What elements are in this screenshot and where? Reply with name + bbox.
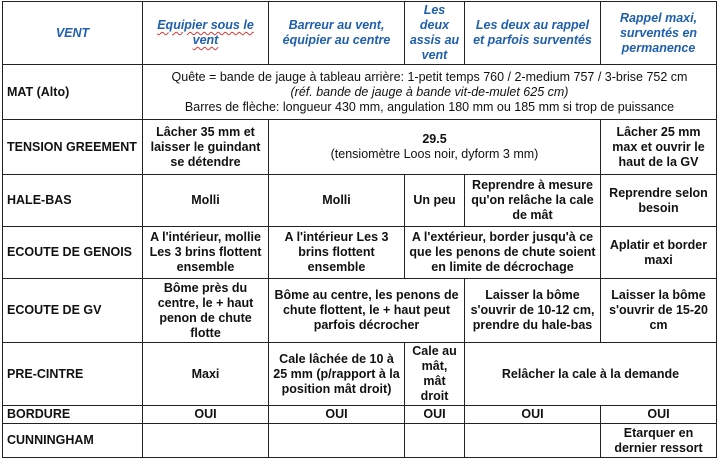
cunningham-col-3 xyxy=(405,424,465,458)
precintre-col-45: Relâcher la cale à la demande xyxy=(465,343,717,406)
header-vent: VENT xyxy=(3,2,143,65)
precintre-col-2: Cale lâchée de 10 à 25 mm (p/rapport à la position mât droit) xyxy=(269,343,405,406)
header-col-2: Barreur au vent, équipier au centre xyxy=(269,2,405,65)
bordure-col-4: OUI xyxy=(465,406,601,424)
row-label-mat: MAT (Alto) xyxy=(3,65,143,120)
mat-quete-line: Quête = bande de jauge à tableau arrière: 1-petit temps 760 / 2-medium 757 / 3-brise 752 cm xyxy=(171,69,688,84)
row-precintre xyxy=(3,343,717,406)
header-col-5: Rappel maxi, surventés en permanence xyxy=(601,2,717,65)
genois-col-1: A l'intérieur, mollie Les 3 brins flottent ensemble xyxy=(143,227,269,279)
row-label-gv: ECOUTE DE GV xyxy=(3,279,143,343)
row-bordure xyxy=(3,406,717,424)
gv-col-5: Laisser la bôme s'ouvrir de 15-20 cm xyxy=(601,279,717,343)
row-mat xyxy=(3,65,717,120)
cunningham-col-2 xyxy=(269,424,405,458)
row-gv xyxy=(3,279,717,343)
row-tension xyxy=(3,120,717,175)
tension-col-5: Lâcher 25 mm max et ouvrir le haut de la GV xyxy=(601,120,717,175)
genois-col-34: A l'extérieur, border jusqu'à ce que les penons de chute soient en limite de décrochage xyxy=(405,227,601,279)
halebas-col-1: Molli xyxy=(143,175,269,227)
bordure-col-1: OUI xyxy=(143,406,269,424)
row-label-halebas: HALE-BAS xyxy=(3,175,143,227)
mat-barres-line: Barres de flèche: longueur 430 mm, angulation 180 mm ou 185 mm si trop de puissance xyxy=(184,99,675,114)
bordure-col-2: OUI xyxy=(269,406,405,424)
tension-value: 29.5 xyxy=(422,132,447,146)
row-label-cunningham: CUNNINGHAM xyxy=(3,424,143,458)
cunningham-col-1 xyxy=(143,424,269,458)
mat-reference-line: (réf. bande de jauge à bande vit-de-mulet 625 cm) xyxy=(290,84,569,99)
row-halebas xyxy=(3,175,717,227)
halebas-col-2: Molli xyxy=(269,175,405,227)
tension-col-1: Lâcher 35 mm et laisser le guindant se détendre xyxy=(143,120,269,175)
gv-col-4: Laisser la bôme s'ouvrir de 10-12 cm, prendre du hale-bas xyxy=(465,279,601,343)
tension-note: (tensiomètre Loos noir, dyform 3 mm) xyxy=(330,147,539,161)
tension-mid-cell xyxy=(269,120,601,175)
row-label-tension: TENSION GREEMENT xyxy=(3,120,143,175)
genois-col-5: Aplatir et border maxi xyxy=(601,227,717,279)
row-label-precintre: PRE-CINTRE xyxy=(3,343,143,406)
row-label-bordure: BORDURE xyxy=(3,406,143,424)
genois-col-2: A l'intérieur Les 3 brins flottent ensemble xyxy=(269,227,405,279)
precintre-col-1: Maxi xyxy=(143,343,269,406)
gv-col-1: Bôme près du centre, le + haut penon de chute flotte xyxy=(143,279,269,343)
cunningham-col-4 xyxy=(465,424,601,458)
header-col-4: Les deux au rappel et parfois surventés xyxy=(465,2,601,65)
header-row xyxy=(3,2,717,65)
tuning-table xyxy=(2,1,717,458)
bordure-col-3: OUI xyxy=(405,406,465,424)
row-label-genois: ECOUTE DE GENOIS xyxy=(3,227,143,279)
halebas-col-4: Reprendre à mesure qu'on relâche la cale de mât xyxy=(465,175,601,227)
precintre-col-3: Cale au mât, mât droit xyxy=(405,343,465,406)
header-col-1 xyxy=(143,2,269,65)
halebas-col-5: Reprendre selon besoin xyxy=(601,175,717,227)
header-col-1-text: Equipier sous le vent xyxy=(157,18,254,47)
halebas-col-3: Un peu xyxy=(405,175,465,227)
row-cunningham xyxy=(3,424,717,458)
mat-settings-cell xyxy=(143,65,717,120)
header-col-3: Les deux assis au vent xyxy=(405,2,465,65)
row-genois xyxy=(3,227,717,279)
gv-col-23: Bôme au centre, les penons de chute flottent, le + haut peut parfois décrocher xyxy=(269,279,465,343)
bordure-col-5: OUI xyxy=(601,406,717,424)
cunningham-col-5: Etarquer en dernier ressort xyxy=(601,424,717,458)
